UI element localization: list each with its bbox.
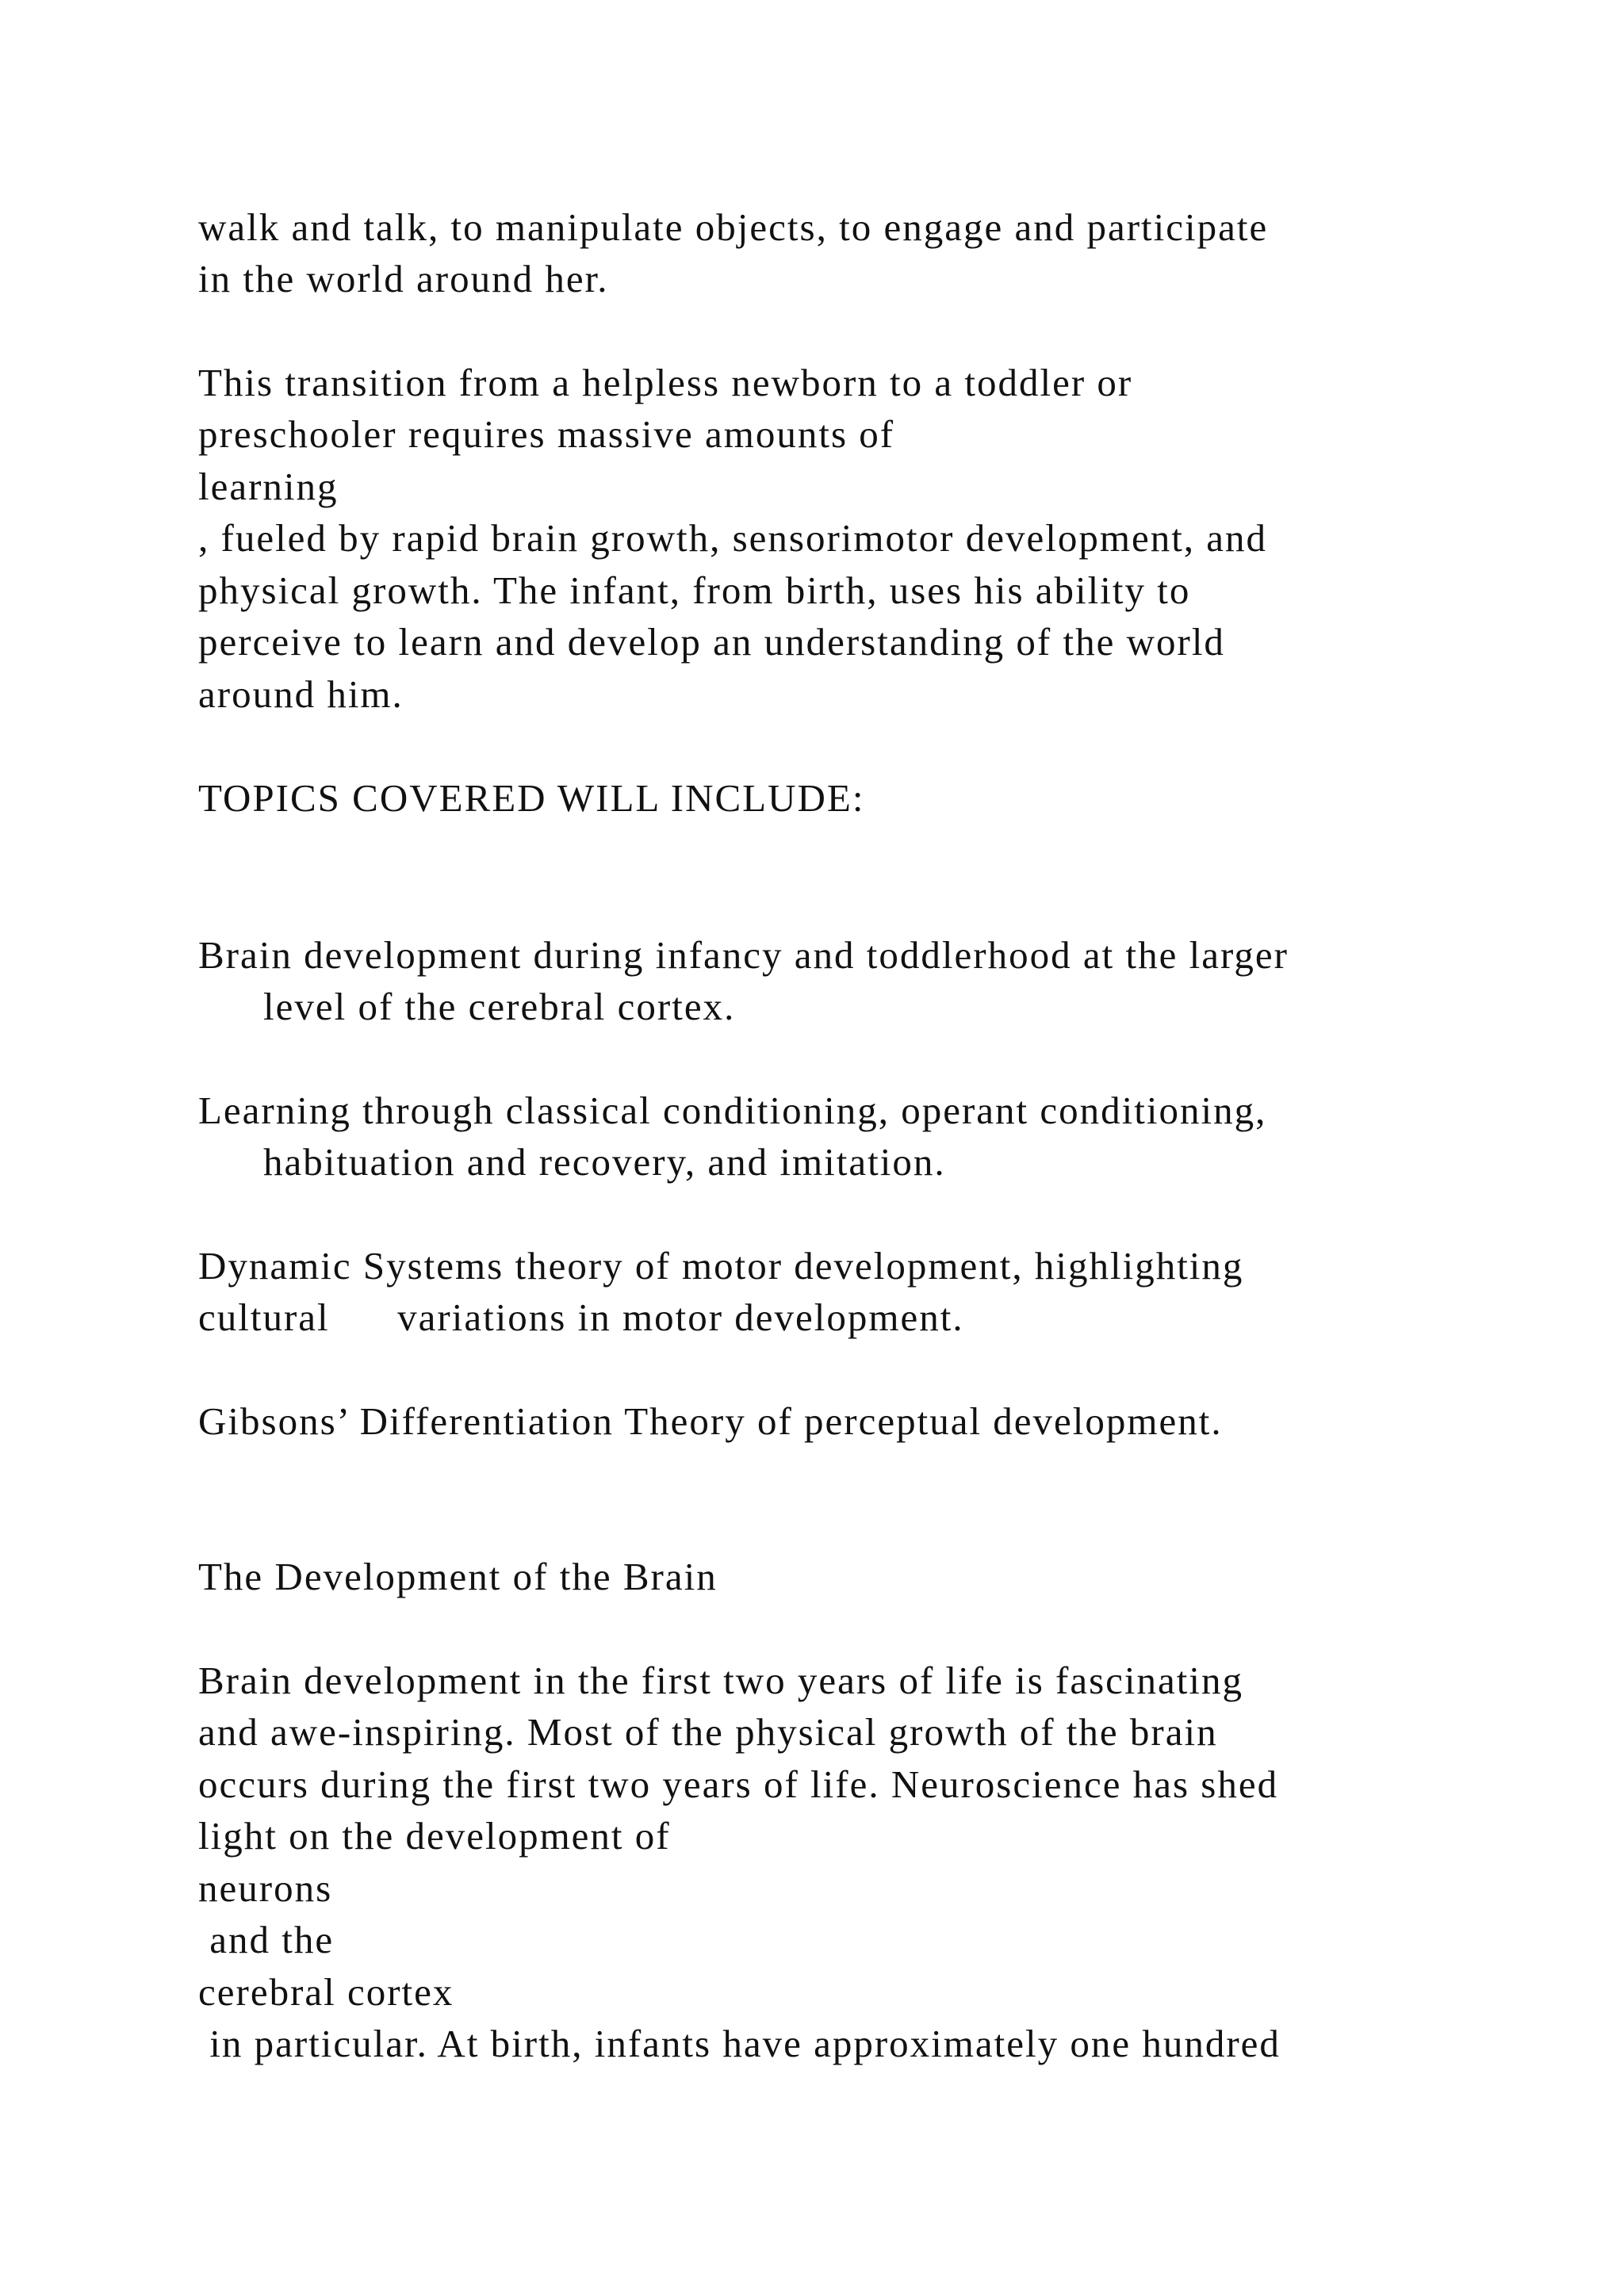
list-item: Dynamic Systems theory of motor development, highlighting [198,1244,1244,1288]
list-item-continuation: level of the cerebral cortex. [263,985,736,1028]
text-line: in particular. At birth, infants have approximately one hundred [198,2022,1281,2065]
text-line: learning [198,465,339,508]
list-item: Brain development during infancy and toddlerhood at the larger [198,933,1289,977]
list-item: Learning through classical conditioning, operant conditioning, [198,1089,1267,1132]
text-line: cerebral cortex [198,1970,454,2014]
text-line: perceive to learn and develop an understanding of the world [198,620,1225,664]
text-line: in the world around her. [198,257,609,300]
text-line: occurs during the first two years of life. Neuroscience has shed [198,1762,1279,1806]
text-line: Brain development in the first two years of life is fascinating [198,1659,1244,1702]
list-item-continuation: habituation and recovery, and imitation. [263,1140,946,1184]
text-line: and awe-inspiring. Most of the physical growth of the brain [198,1710,1218,1754]
text-line: walk and talk, to manipulate objects, to engage and participate [198,205,1269,249]
text-line: and the [198,1918,335,1961]
text-line: , fueled by rapid brain growth, sensorimotor development, and [198,516,1268,560]
text-line: neurons [198,1866,333,1910]
list-item: Gibsons’ Differentiation Theory of perceptual development. [198,1399,1223,1443]
text-line: light on the development of [198,1814,671,1858]
text-line: This transition from a helpless newborn to a toddler or [198,361,1133,404]
section-heading: TOPICS COVERED WILL INCLUDE: [198,776,865,820]
text-line: around him. [198,672,404,716]
text-line: physical growth. The infant, from birth, uses his ability to [198,568,1191,612]
list-item-continuation: cultural variations in motor development. [198,1295,964,1339]
section-heading: The Development of the Brain [198,1555,718,1598]
text-line: preschooler requires massive amounts of [198,412,895,456]
